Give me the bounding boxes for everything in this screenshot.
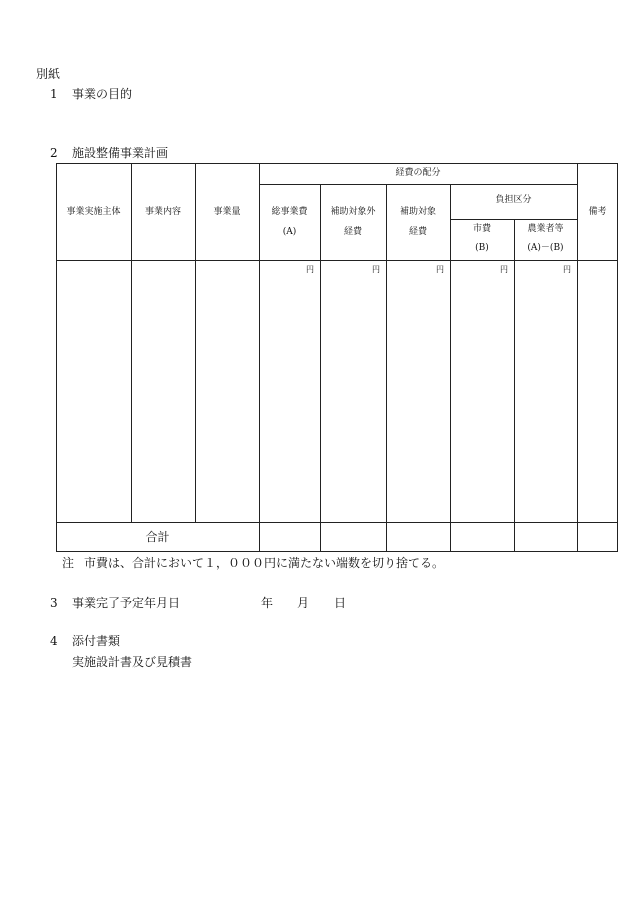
- unit-yen-total: 円: [306, 265, 314, 274]
- attachment-label: 別紙: [36, 67, 61, 81]
- note-prefix: 注: [62, 556, 75, 570]
- note-text: 市費は、合計において１，０００円に満たない端数を切り捨てる。: [84, 556, 445, 570]
- completion-month-label: 月: [297, 596, 310, 610]
- header-burden: 負担区分: [495, 195, 532, 205]
- unit-yen-subsidy: 円: [436, 265, 444, 274]
- unit-yen-non-subsidy: 円: [372, 265, 380, 274]
- header-subsidy-2: 経費: [408, 227, 427, 237]
- header-city-mark: (B): [475, 243, 489, 253]
- header-non-subsidy: 補助対象外: [330, 207, 376, 217]
- unit-yen-city: 円: [500, 265, 508, 274]
- header-quantity: 事業量: [213, 207, 241, 217]
- section3-title: 事業完了予定年月日: [72, 596, 181, 610]
- header-non-subsidy-2: 経費: [343, 227, 362, 237]
- section1-title: 事業の目的: [72, 87, 133, 101]
- cost-plan-table: [56, 163, 618, 552]
- header-farmers: 農業者等: [527, 224, 564, 234]
- completion-day-label: 日: [334, 596, 347, 610]
- section4-item: 実施設計書及び見積書: [72, 655, 193, 669]
- header-total-cost-mark: (A): [282, 227, 297, 237]
- header-cost-allocation: 経費の配分: [395, 168, 441, 178]
- section4-number: 4: [50, 634, 58, 648]
- section2-title: 施設整備事業計画: [72, 146, 169, 160]
- section4-title: 添付書類: [72, 634, 121, 648]
- header-farmers-mark: (A)－(B): [527, 243, 564, 253]
- header-city: 市費: [472, 224, 491, 234]
- completion-year-label: 年: [261, 596, 274, 610]
- section3-number: 3: [50, 596, 58, 610]
- unit-yen-farmers: 円: [563, 265, 571, 274]
- header-remarks: 備考: [588, 207, 607, 217]
- header-subsidy: 補助対象: [399, 207, 436, 217]
- section1-number: 1: [50, 87, 58, 101]
- header-total-cost: 総事業費: [271, 207, 308, 217]
- section2-number: 2: [50, 146, 58, 160]
- header-entity: 事業実施主体: [66, 207, 121, 217]
- header-content: 事業内容: [144, 207, 181, 217]
- total-row-label: 合計: [145, 530, 170, 544]
